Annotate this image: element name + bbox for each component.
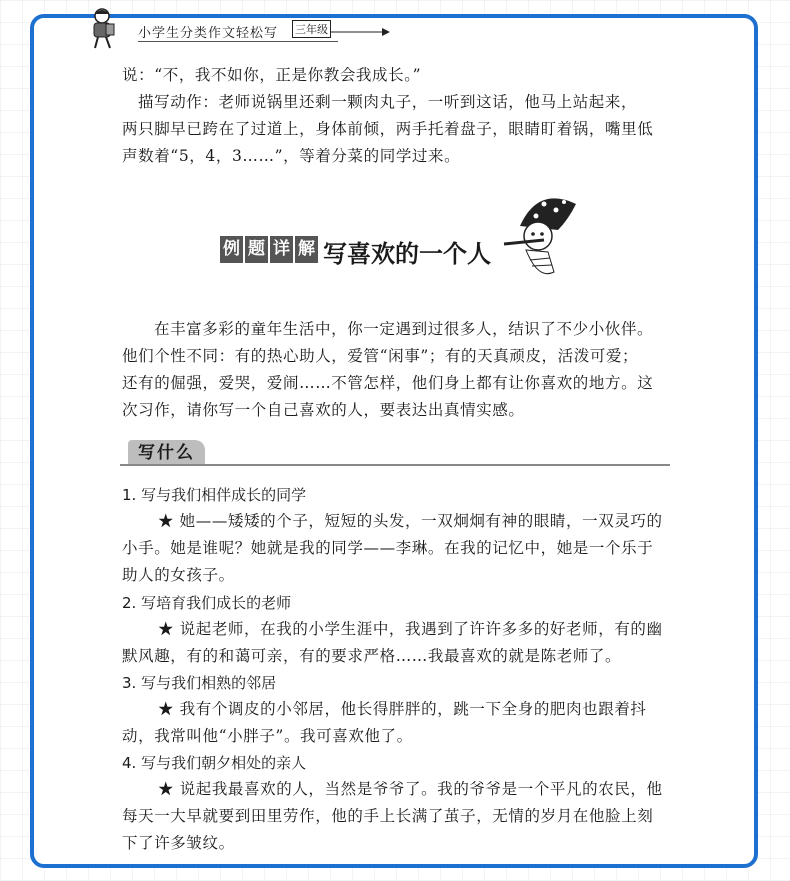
prompt-line: 在丰富多彩的童年生活中，你一定遇到过很多人，结识了不少小伙伴。	[154, 320, 654, 338]
page-header	[80, 6, 380, 50]
header-underline	[138, 41, 338, 42]
item-line: 默风趣，有的和蔼可亲，有的要求严格……我最喜欢的就是陈老师了。	[122, 647, 622, 665]
section-rule	[120, 464, 670, 466]
item-line: 每天一大早就要到田里劳作，他的手上长满了茧子，无情的岁月在他脸上刻	[122, 807, 654, 825]
schoolkid-icon	[80, 6, 124, 50]
tag-char: 题	[245, 236, 268, 263]
arrow-right-icon	[330, 27, 390, 37]
example-title-text: 写喜欢的一个人	[323, 240, 491, 268]
intro-line: 两只脚早已跨在了过道上，身体前倾，两手托着盘子，眼睛盯着锅，嘴里低	[122, 120, 654, 138]
item-heading: 1. 写与我们相伴成长的同学	[122, 486, 307, 504]
intro-line: 说：“不，我不如你，正是你教会我成长。”	[122, 66, 422, 84]
grade-badge: 三年级	[292, 20, 331, 38]
item-line: 动，我常叫他“小胖子”。我可喜欢他了。	[122, 727, 413, 745]
example-tag	[220, 236, 318, 263]
tag-char: 详	[270, 236, 293, 263]
tag-char: 解	[295, 236, 318, 263]
series-title: 小学生分类作文轻松写	[138, 26, 279, 41]
section-label: 写什么	[128, 440, 205, 466]
item-line: 下了许多皱纹。	[122, 834, 235, 852]
tag-char: 例	[220, 236, 243, 263]
item-line: ★ 她——矮矮的个子，短短的头发，一双炯炯有神的眼睛，一双灵巧的	[158, 512, 663, 530]
section-header	[120, 440, 670, 466]
item-heading: 2. 写培育我们成长的老师	[122, 594, 292, 612]
item-line: ★ 我有个调皮的小邻居，他长得胖胖的，跳一下全身的肥肉也跟着抖	[158, 700, 647, 718]
item-line: 助人的女孩子。	[122, 566, 235, 584]
intro-line: 描写动作：老师说锅里还剩一颗肉丸子，一听到这话，他马上站起来，	[138, 93, 638, 111]
item-line: 小手。她是谁呢？她就是我的同学——李琳。在我的记忆中，她是一个乐于	[122, 539, 654, 557]
prompt-line: 还有的倔强，爱哭，爱闹……不管怎样，他们身上都有让你喜欢的地方。这	[122, 374, 654, 392]
item-heading: 4. 写与我们朝夕相处的亲人	[122, 754, 307, 772]
girl-with-flute-icon	[498, 190, 590, 282]
prompt-line: 次习作，请你写一个自己喜欢的人，要表达出真情实感。	[122, 401, 525, 419]
intro-line: 声数着“5，4，3……”，等着分菜的同学过来。	[122, 147, 461, 165]
prompt-line: 他们个性不同：有的热心助人，爱管“闲事”；有的天真顽皮，活泼可爱；	[122, 347, 639, 365]
item-line: ★ 说起老师，在我的小学生涯中，我遇到了许许多多的好老师，有的幽	[158, 620, 663, 638]
item-line: ★ 说起我最喜欢的人，当然是爷爷了。我的爷爷是一个平凡的农民，他	[158, 780, 663, 798]
item-heading: 3. 写与我们相熟的邻居	[122, 674, 277, 692]
